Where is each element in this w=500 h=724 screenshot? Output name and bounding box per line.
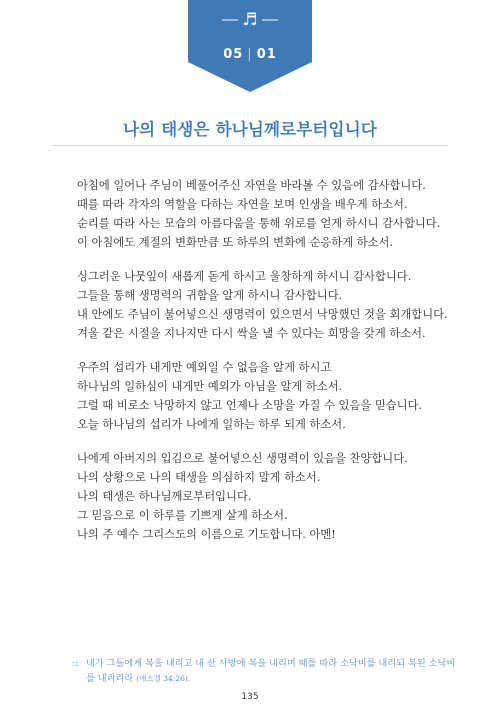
footnote-reference: (에스겔 34:26).: [136, 674, 191, 683]
scripture-footnote: [72, 656, 464, 686]
text-line: 겨울 같은 시절을 지나지만 다시 싹을 낼 수 있다는 희망을 갖게 하소서.: [77, 327, 426, 340]
paragraph-1: [77, 176, 441, 252]
page-title: 나의 태생은 하나님께로부터입니다: [123, 120, 377, 139]
number-separator: |: [247, 47, 253, 62]
text-line: 그 믿음으로 이 하루를 기쁘게 살게 하소서.: [77, 509, 288, 522]
text-line: 우주의 섭리가 내게만 예외일 수 없음을 알게 하시고: [77, 361, 332, 374]
chapter-ribbon: [188, 0, 312, 92]
text-line: 아침에 일어나 주님이 베풀어주신 자연을 바라볼 수 있음에 감사합니다.: [77, 179, 426, 192]
page-number: 135: [241, 692, 259, 702]
text-line: 그럴 때 비로소 낙망하지 않고 언제나 소망을 가질 수 있음을 믿습니다.: [77, 399, 423, 412]
section-index: 01: [256, 47, 277, 62]
prayer-body: [77, 176, 448, 559]
text-line: 때를 따라 각자의 역할을 다하는 자연을 보며 인생을 배우게 하소서.: [77, 198, 408, 211]
text-line: 싱그러운 나뭇잎이 새롭게 돋게 하시고 울창하게 하시니 감사합니다.: [77, 270, 412, 283]
chapter-index: 05: [223, 47, 244, 62]
text-line: 나의 태생은 하나님께로부터입니다.: [77, 490, 252, 503]
footnote-text: 내가 그들에게 복을 내리고 내 산 사방에 복을 내리며 때를 따라 소낙비를 내리되 복된 소낙비를 내리리라: [86, 658, 456, 684]
text-line: 이 아침에도 계절의 변화만큼 또 하루의 변화에 순응하게 하소서.: [77, 236, 394, 249]
text-line: 나의 주 예수 그리스도의 이름으로 기도합니다. 아멘!: [77, 528, 336, 541]
text-line: 그들을 통해 생명력의 귀함을 알게 하시니 감사합니다.: [77, 289, 343, 302]
text-line: 나에게 아버지의 입김으로 불어넣으신 생명력이 있음을 찬양합니다.: [77, 452, 408, 465]
chapter-number: [188, 47, 312, 62]
text-line: 내 안에도 주님이 불어넣으신 생명력이 있으면서 낙망했던 것을 회개합니다.: [77, 308, 448, 321]
text-line: 나의 상황으로 나의 태생을 의심하지 말게 하소서.: [77, 471, 321, 484]
title-divider: [52, 145, 448, 146]
text-line: 하나님의 일하심이 내게만 예외가 아님을 알게 하소서.: [77, 380, 343, 393]
footnote-marker: ::: [72, 658, 79, 669]
music-note-icon: ♬: [242, 10, 258, 30]
text-line: 순리를 따라 사는 모습의 아름다움을 통해 위로를 얻게 하시니 감사합니다.: [77, 217, 441, 230]
footnote-text-wrap: [86, 656, 464, 686]
paragraph-2: [77, 267, 448, 343]
paragraph-3: [77, 358, 437, 434]
text-line: 오늘 하나님의 섭리가 나에게 일하는 하루 되게 하소서.: [77, 418, 346, 431]
paragraph-4: [77, 449, 437, 544]
